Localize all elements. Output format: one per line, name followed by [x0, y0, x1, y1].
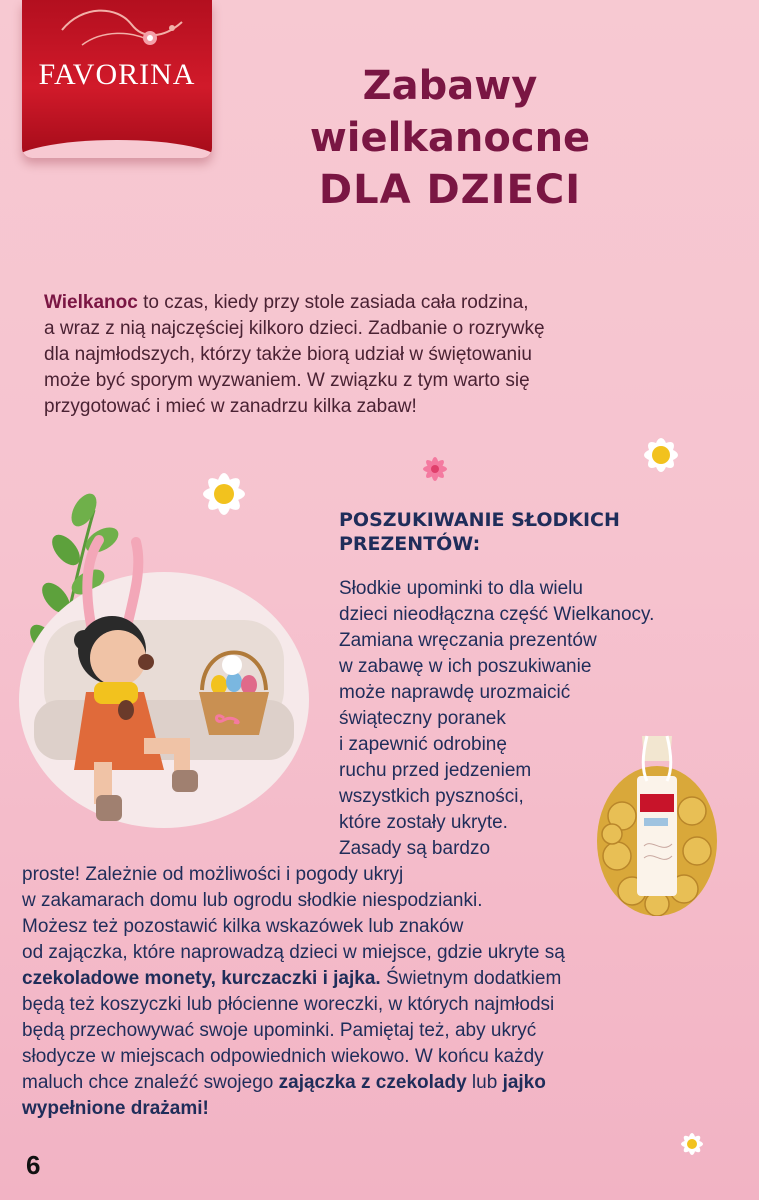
body-line: w zakamarach domu lub ogrodu słodkie niespodzianki. [22, 890, 483, 911]
intro-line: dla najmłodszych, którzy także biorą udział w świętowaniu [44, 344, 532, 365]
section-body-wide [22, 862, 722, 1122]
body-line: świąteczny poranek [339, 708, 506, 729]
title-line-1: Zabawy [362, 63, 538, 109]
body-line: w zabawę w ich poszukiwanie [339, 656, 592, 677]
section-title [339, 508, 669, 556]
daisy-icon [634, 428, 688, 482]
section-title-line-1: POSZUKIWANIE SŁODKICH [339, 509, 620, 531]
section-title-line-2: PREZENTÓW: [339, 533, 481, 555]
intro-line: może być sporym wyzwaniem. W związku z tym warto się [44, 370, 530, 391]
intro-line: a wraz z nią najczęściej kilkoro dzieci. Zadbanie o rozrywkę [44, 318, 545, 339]
bold-phrase: wypełnione drażami! [22, 1098, 209, 1119]
body-line: ruchu przed jedzeniem [339, 760, 532, 781]
body-line: od zajączka, które naprowadzą dzieci w miejsce, gdzie ukryte są [22, 942, 565, 963]
bold-phrase: jajko [502, 1072, 546, 1093]
intro-line: przygotować i mieć w zanadrzu kilka zabaw! [44, 396, 417, 417]
logo-swirl-ornament [22, 0, 212, 60]
girl-with-basket-illustration [14, 470, 314, 850]
body-line: słodycze w miejscach odpowiednich wiekowo. W końcu każdy [22, 1046, 544, 1067]
logo-text: FAVORINA [38, 58, 196, 91]
body-line: proste! Zależnie od możliwości i pogody ukryj [22, 864, 404, 885]
easter-basket-icon [199, 653, 269, 736]
body-line: maluch chce znaleźć swojego [22, 1072, 279, 1093]
body-line: Świetnym dodatkiem [380, 968, 562, 989]
bold-phrase: zajączka z czekolady [278, 1072, 467, 1093]
intro-line: to czas, kiedy przy stole zasiada cała rodzina, [137, 292, 529, 313]
body-line: będą też koszyczki lub płócienne woreczki, w których najmłodsi [22, 994, 555, 1015]
title-line-3: DLA DZIECI [318, 167, 582, 213]
page-number: 6 [26, 1150, 41, 1180]
daisy-icon [676, 1128, 708, 1160]
bold-phrase: czekoladowe monety, kurczaczki i jajka. [22, 968, 381, 989]
intro-paragraph [44, 290, 644, 420]
body-line: wszystkich pyszności, [339, 786, 524, 807]
body-line: Zamiana wręczania prezentów [339, 630, 597, 651]
body-line: dzieci nieodłączna część Wielkanocy. [339, 604, 655, 625]
body-line: Możesz też pozostawić kilka wskazówek lub znaków [22, 916, 464, 937]
favorina-logo [22, 0, 212, 158]
page-title [230, 60, 670, 216]
body-line: może naprawdę urozmaicić [339, 682, 571, 703]
title-line-2: wielkanocne [309, 115, 591, 161]
body-line: Słodkie upominki to dla wielu [339, 578, 583, 599]
body-line: lub [466, 1072, 503, 1093]
body-line: i zapewnić odrobinę [339, 734, 507, 755]
body-line: Zasady są bardzo [339, 838, 491, 859]
intro-bold-word: Wielkanoc [44, 292, 138, 313]
pink-flower-icon [418, 452, 452, 486]
body-line: będą przechowywać swoje upominki. Pamiętaj też, aby ukryć [22, 1020, 537, 1041]
body-line: które zostały ukryte. [339, 812, 508, 833]
